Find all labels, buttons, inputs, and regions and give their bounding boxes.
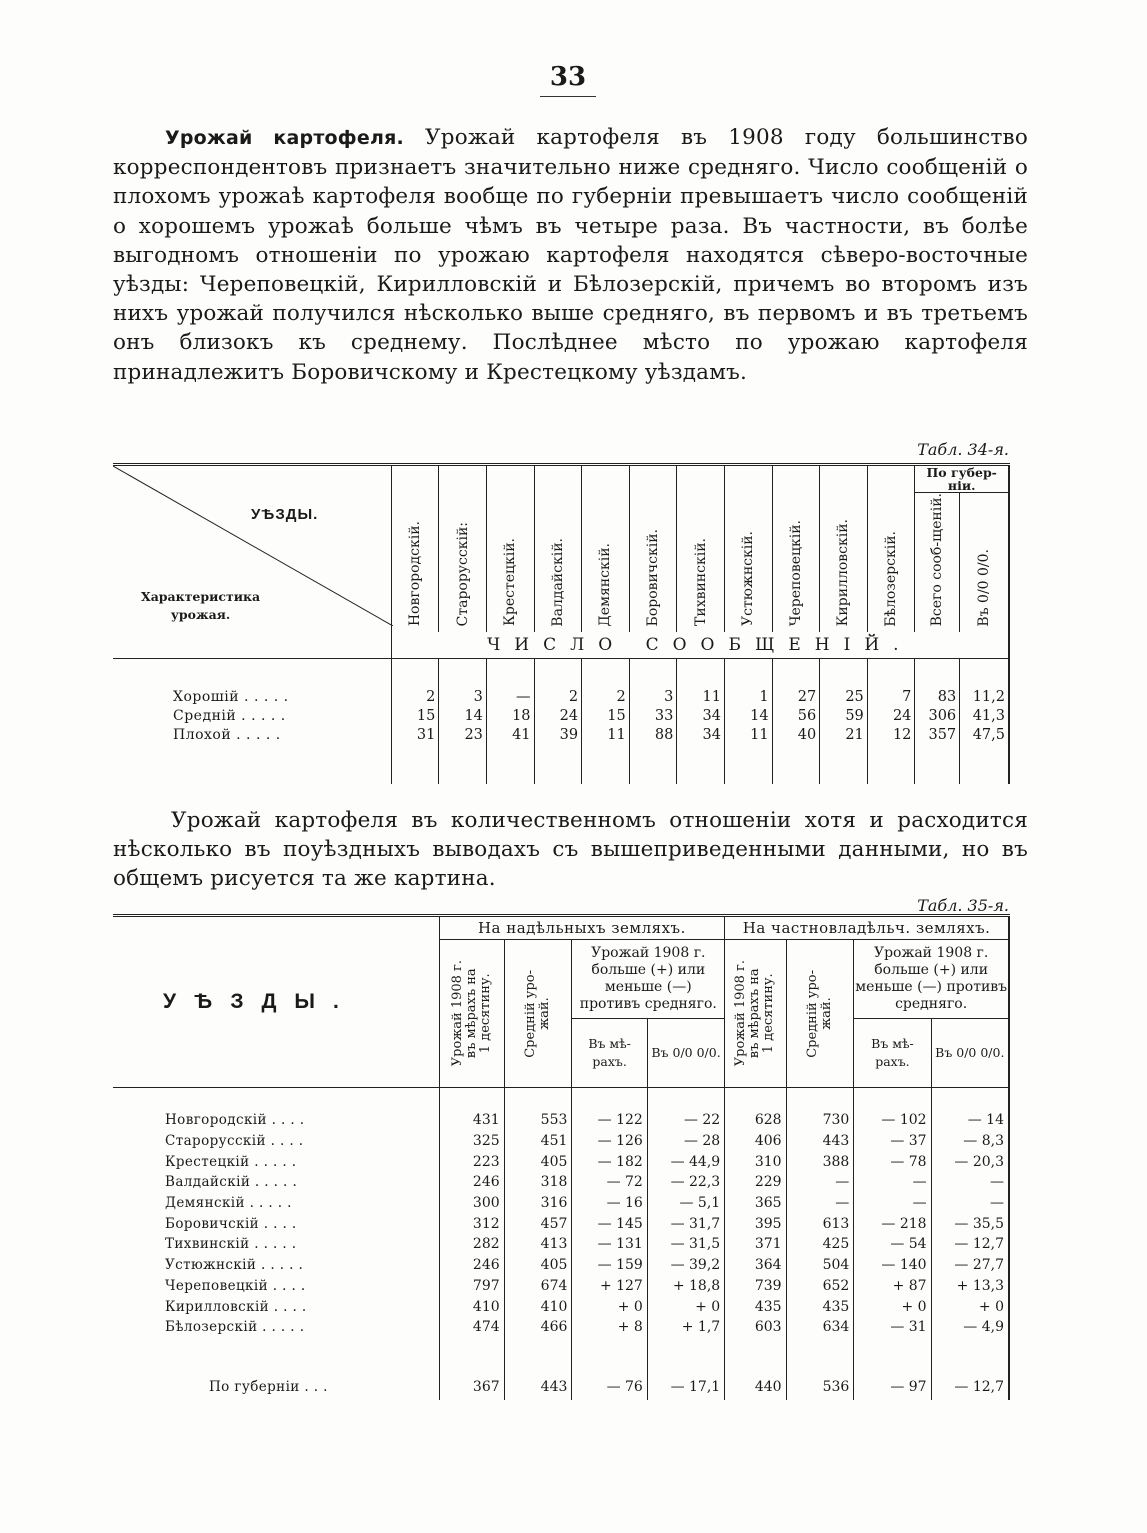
cell: — 31,5 <box>647 1234 724 1255</box>
table-row <box>113 1255 1009 1276</box>
private-lands-header: На частновладѣльч. земляхъ. <box>725 916 1009 940</box>
table-35-ref: Табл. 35-я. <box>917 896 1009 915</box>
cell: 440 <box>725 1374 786 1400</box>
district-header <box>677 465 725 633</box>
cell: 443 <box>504 1374 572 1400</box>
row-label: Плохой . . . . . <box>113 725 391 744</box>
row-label: Череповецкій . . . . <box>113 1276 439 1297</box>
cell: — 122 <box>572 1110 647 1131</box>
percent-subheader: Въ 0/0 0/0. <box>647 1019 724 1088</box>
cell: — 5,1 <box>647 1193 724 1214</box>
cell: 674 <box>504 1276 572 1297</box>
cell: 395 <box>725 1213 786 1234</box>
district-header <box>820 465 868 633</box>
cell: 730 <box>786 1110 854 1131</box>
cell: 34 <box>677 725 725 744</box>
table-35 <box>113 914 1010 1400</box>
district-header <box>582 465 630 633</box>
yield-header <box>439 940 504 1088</box>
cell: 41,3 <box>960 706 1009 725</box>
cell: 613 <box>786 1213 854 1234</box>
cell: — 8,3 <box>931 1131 1009 1152</box>
cell: — 218 <box>854 1213 931 1234</box>
district-header <box>439 465 487 633</box>
cell: 451 <box>504 1131 572 1152</box>
cell: 474 <box>439 1317 504 1338</box>
cell: 553 <box>504 1110 572 1131</box>
district-header <box>629 465 677 633</box>
row-label: Новгородскій . . . . <box>113 1110 439 1131</box>
allotment-lands-header: На надѣльныхъ земляхъ. <box>439 916 725 940</box>
cell: — 4,9 <box>931 1317 1009 1338</box>
total-reports-header-text: Всего сооб-щеній. <box>929 493 946 627</box>
district-header-text: Кирилловскій. <box>835 518 852 627</box>
cell: 14 <box>724 706 772 725</box>
table-row <box>113 1110 1009 1131</box>
district-header <box>724 465 772 633</box>
district-header-text: Череповецкій. <box>787 520 804 627</box>
cell: 739 <box>725 1276 786 1297</box>
cell: 504 <box>786 1255 854 1276</box>
table-row <box>113 1151 1009 1172</box>
reports-count-span-label: ЧИСЛО СООБЩЕНІЙ. <box>391 632 1009 659</box>
cell: — 16 <box>572 1193 647 1214</box>
cell: 24 <box>867 706 915 725</box>
cell: — 72 <box>572 1172 647 1193</box>
cell: + 18,8 <box>647 1276 724 1297</box>
yield-header <box>725 940 786 1088</box>
cell: 2 <box>582 687 630 706</box>
paragraph-potato-harvest <box>113 123 1028 387</box>
cell: 25 <box>820 687 868 706</box>
cell: 15 <box>582 706 630 725</box>
table-row <box>113 1172 1009 1193</box>
cell: 41 <box>486 725 534 744</box>
cell: — <box>486 687 534 706</box>
cell: 39 <box>534 725 582 744</box>
cell: 11 <box>677 687 725 706</box>
row-label: Кирилловскій . . . . <box>113 1296 439 1317</box>
cell: 246 <box>439 1172 504 1193</box>
cell: 367 <box>439 1374 504 1400</box>
table-row <box>113 1276 1009 1297</box>
cell: 223 <box>439 1151 504 1172</box>
table-row <box>113 1213 1009 1234</box>
district-header <box>534 465 582 633</box>
row-label: Демянскій . . . . . <box>113 1193 439 1214</box>
cell: — 44,9 <box>647 1151 724 1172</box>
cell: 406 <box>725 1131 786 1152</box>
cell: + 1,7 <box>647 1317 724 1338</box>
cell: — 131 <box>572 1234 647 1255</box>
cell: 11 <box>724 725 772 744</box>
table-row <box>113 725 1009 744</box>
district-header <box>391 465 439 633</box>
cell: 47,5 <box>960 725 1009 744</box>
cell: 31 <box>391 725 439 744</box>
cell: 300 <box>439 1193 504 1214</box>
province-total-row <box>113 1374 1009 1400</box>
cell: — 78 <box>854 1151 931 1172</box>
paragraph-body: Урожай картофеля въ 1908 году большинство корреспондентовъ признаетъ значительно ниже средняго. Число сообщеній о плохомъ урожаѣ картофеля вообще по губерніи превышаетъ число сообщеній о хорошемъ урожаѣ больше чѣмъ въ четыре раза. Въ частности, въ болѣе выгодномъ отношеніи по урожаю картофеля находятся сѣверо-восточные уѣзды: Череповецкій, Кирилловскій и Бѣлозерскій, причемъ во второмъ изъ нихъ урожай получился нѣсколько выше средняго, въ первомъ и въ третьемъ онъ близокъ къ среднему. Послѣднее мѣсто по урожаю картофеля принадлежитъ Боровичскому и Крестецкому уѣздамъ. <box>113 125 1028 385</box>
cell: 40 <box>772 725 820 744</box>
row-label: Крестецкій . . . . . <box>113 1151 439 1172</box>
cell: — <box>786 1172 854 1193</box>
average-yield-header <box>504 940 572 1088</box>
row-label: Валдайскій . . . . . <box>113 1172 439 1193</box>
cell: — 145 <box>572 1213 647 1234</box>
cell: — 39,2 <box>647 1255 724 1276</box>
cell: 34 <box>677 706 725 725</box>
table-row <box>113 1234 1009 1255</box>
cell: 603 <box>725 1317 786 1338</box>
cell: 1 <box>724 687 772 706</box>
cell: + 0 <box>647 1296 724 1317</box>
cell: — 27,7 <box>931 1255 1009 1276</box>
cell: 23 <box>439 725 487 744</box>
total-reports-header <box>915 493 960 633</box>
cell: 325 <box>439 1131 504 1152</box>
table-row <box>113 1131 1009 1152</box>
cell: 15 <box>391 706 439 725</box>
cell: 457 <box>504 1213 572 1234</box>
district-header <box>486 465 534 633</box>
cell: 246 <box>439 1255 504 1276</box>
average-yield-header <box>786 940 854 1088</box>
cell: 282 <box>439 1234 504 1255</box>
cell: + 0 <box>931 1296 1009 1317</box>
cell: 316 <box>504 1193 572 1214</box>
cell: — <box>931 1172 1009 1193</box>
cell: 59 <box>820 706 868 725</box>
cell: 306 <box>915 706 960 725</box>
percent-subheader: Въ 0/0 0/0. <box>931 1019 1009 1088</box>
page-number: 33 <box>540 62 596 97</box>
cell: 24 <box>534 706 582 725</box>
cell: 3 <box>629 687 677 706</box>
cell: + 127 <box>572 1276 647 1297</box>
row-label: Средній . . . . . <box>113 706 391 725</box>
cell: 310 <box>725 1151 786 1172</box>
yield-header-text: Урожай 1908 г. въ мѣрахъ на 1 десятину. <box>733 960 777 1067</box>
cell: — 17,1 <box>647 1374 724 1400</box>
table-34-corner-cell <box>113 465 391 659</box>
table-row <box>113 706 1009 725</box>
cell: — 102 <box>854 1110 931 1131</box>
cell: 466 <box>504 1317 572 1338</box>
cell: + 87 <box>854 1276 931 1297</box>
cell: + 0 <box>854 1296 931 1317</box>
spacer-cell <box>113 1338 439 1374</box>
percent-header <box>960 493 1009 633</box>
row-label: По губерніи . . . <box>113 1374 439 1400</box>
cell: 410 <box>439 1296 504 1317</box>
cell: — 31 <box>854 1317 931 1338</box>
cell: 413 <box>504 1234 572 1255</box>
yield-header-text: Урожай 1908 г. въ мѣрахъ на 1 десятину. <box>449 960 493 1067</box>
cell: — 22,3 <box>647 1172 724 1193</box>
cell: 12 <box>867 725 915 744</box>
cell: 443 <box>786 1131 854 1152</box>
cell: 14 <box>439 706 487 725</box>
paragraph-lead: Урожай картофеля. <box>165 127 404 149</box>
corner-characteristic-line1: Характеристика <box>141 589 261 604</box>
districts-header: УѢЗДЫ. <box>113 916 439 1088</box>
cell: — 20,3 <box>931 1151 1009 1172</box>
cell: — 76 <box>572 1374 647 1400</box>
cell: 18 <box>486 706 534 725</box>
corner-districts-label: УѢЗДЫ. <box>251 506 319 523</box>
cell: + 13,3 <box>931 1276 1009 1297</box>
average-yield-header-text: Средній уро- жай. <box>804 969 834 1058</box>
percent-header-text: Въ 0/0 0/0. <box>976 548 993 627</box>
cell: 628 <box>725 1110 786 1131</box>
cell: — <box>854 1193 931 1214</box>
cell: — 31,7 <box>647 1213 724 1234</box>
table-row <box>113 687 1009 706</box>
corner-characteristic-line2: урожая. <box>170 607 231 622</box>
table-row <box>113 1296 1009 1317</box>
cell: 357 <box>915 725 960 744</box>
average-yield-header-text: Средній уро- жай. <box>523 969 553 1058</box>
difference-header: Урожай 1908 г. больше (+) или меньше (—) противъ средняго. <box>572 940 725 1019</box>
cell: — <box>931 1193 1009 1214</box>
cell: 388 <box>786 1151 854 1172</box>
cell: 2 <box>534 687 582 706</box>
cell: 405 <box>504 1151 572 1172</box>
cell: 312 <box>439 1213 504 1234</box>
row-label: Тихвинскій . . . . . <box>113 1234 439 1255</box>
cell: — 182 <box>572 1151 647 1172</box>
cell: — 28 <box>647 1131 724 1152</box>
cell: 3 <box>439 687 487 706</box>
district-header-text: Демянскій. <box>597 542 614 627</box>
cell: 435 <box>786 1296 854 1317</box>
cell: — 37 <box>854 1131 931 1152</box>
cell: 435 <box>725 1296 786 1317</box>
corner-characteristic-label <box>141 588 260 624</box>
cell: 536 <box>786 1374 854 1400</box>
cell: — 35,5 <box>931 1213 1009 1234</box>
cell: 88 <box>629 725 677 744</box>
cell: + 0 <box>572 1296 647 1317</box>
cell: — 126 <box>572 1131 647 1152</box>
cell: 56 <box>772 706 820 725</box>
cell: 21 <box>820 725 868 744</box>
cell: 365 <box>725 1193 786 1214</box>
district-header-text: Крестецкій. <box>502 538 519 627</box>
cell: 797 <box>439 1276 504 1297</box>
cell: 11,2 <box>960 687 1009 706</box>
district-header <box>867 465 915 633</box>
district-header-text: Устюжнскій. <box>740 531 757 627</box>
district-header <box>772 465 820 633</box>
district-header-text: Валдайскій. <box>549 537 566 627</box>
cell: — 97 <box>854 1374 931 1400</box>
cell: 33 <box>629 706 677 725</box>
cell: — 12,7 <box>931 1234 1009 1255</box>
difference-header: Урожай 1908 г. больше (+) или меньше (—) противъ средняго. <box>854 940 1009 1019</box>
cell: — <box>854 1172 931 1193</box>
cell: 405 <box>504 1255 572 1276</box>
cell: 27 <box>772 687 820 706</box>
cell: — 14 <box>931 1110 1009 1131</box>
cell: — 140 <box>854 1255 931 1276</box>
cell: 371 <box>725 1234 786 1255</box>
measures-subheader: Въ мѣ-рахъ. <box>572 1019 647 1088</box>
row-label: Хорошій . . . . . <box>113 687 391 706</box>
cell: + 8 <box>572 1317 647 1338</box>
cell: 652 <box>786 1276 854 1297</box>
cell: 425 <box>786 1234 854 1255</box>
spacer-cell <box>113 659 391 688</box>
cell: 11 <box>582 725 630 744</box>
table-row <box>113 1317 1009 1338</box>
province-header: По губер-ніи. <box>915 465 1009 493</box>
cell: — 159 <box>572 1255 647 1276</box>
row-label: Бѣлозерскій . . . . . <box>113 1317 439 1338</box>
cell: 318 <box>504 1172 572 1193</box>
district-header-text: Тихвинскій. <box>692 538 709 627</box>
cell: 83 <box>915 687 960 706</box>
district-header-text: Боровичскій. <box>645 528 662 627</box>
spacer-cell <box>113 744 391 784</box>
district-header-text: Бѣлозерскій. <box>883 530 900 627</box>
row-label: Боровичскій . . . . <box>113 1213 439 1234</box>
table-34 <box>113 463 1010 784</box>
row-label: Устюжнскій . . . . . <box>113 1255 439 1276</box>
measures-subheader: Въ мѣ-рахъ. <box>854 1019 931 1088</box>
cell: 7 <box>867 687 915 706</box>
paragraph-quantitative: Урожай картофеля въ количественномъ отношеніи хотя и расходится нѣсколько въ поуѣздныхъ выводахъ съ вышеприведенными данными, но въ общемъ рисуется та же картина. <box>113 808 1028 892</box>
cell: 2 <box>391 687 439 706</box>
spacer-cell <box>113 1088 439 1111</box>
cell: 634 <box>786 1317 854 1338</box>
cell: 431 <box>439 1110 504 1131</box>
table-34-ref: Табл. 34-я. <box>917 440 1009 459</box>
row-label: Старорусскій . . . . <box>113 1131 439 1152</box>
cell: — <box>786 1193 854 1214</box>
cell: 410 <box>504 1296 572 1317</box>
table-row <box>113 1193 1009 1214</box>
cell: 229 <box>725 1172 786 1193</box>
cell: — 12,7 <box>931 1374 1009 1400</box>
district-header-text: Старорусскій: <box>454 522 471 627</box>
cell: — 54 <box>854 1234 931 1255</box>
district-header-text: Новгородскій. <box>406 521 423 627</box>
cell: — 22 <box>647 1110 724 1131</box>
cell: 364 <box>725 1255 786 1276</box>
